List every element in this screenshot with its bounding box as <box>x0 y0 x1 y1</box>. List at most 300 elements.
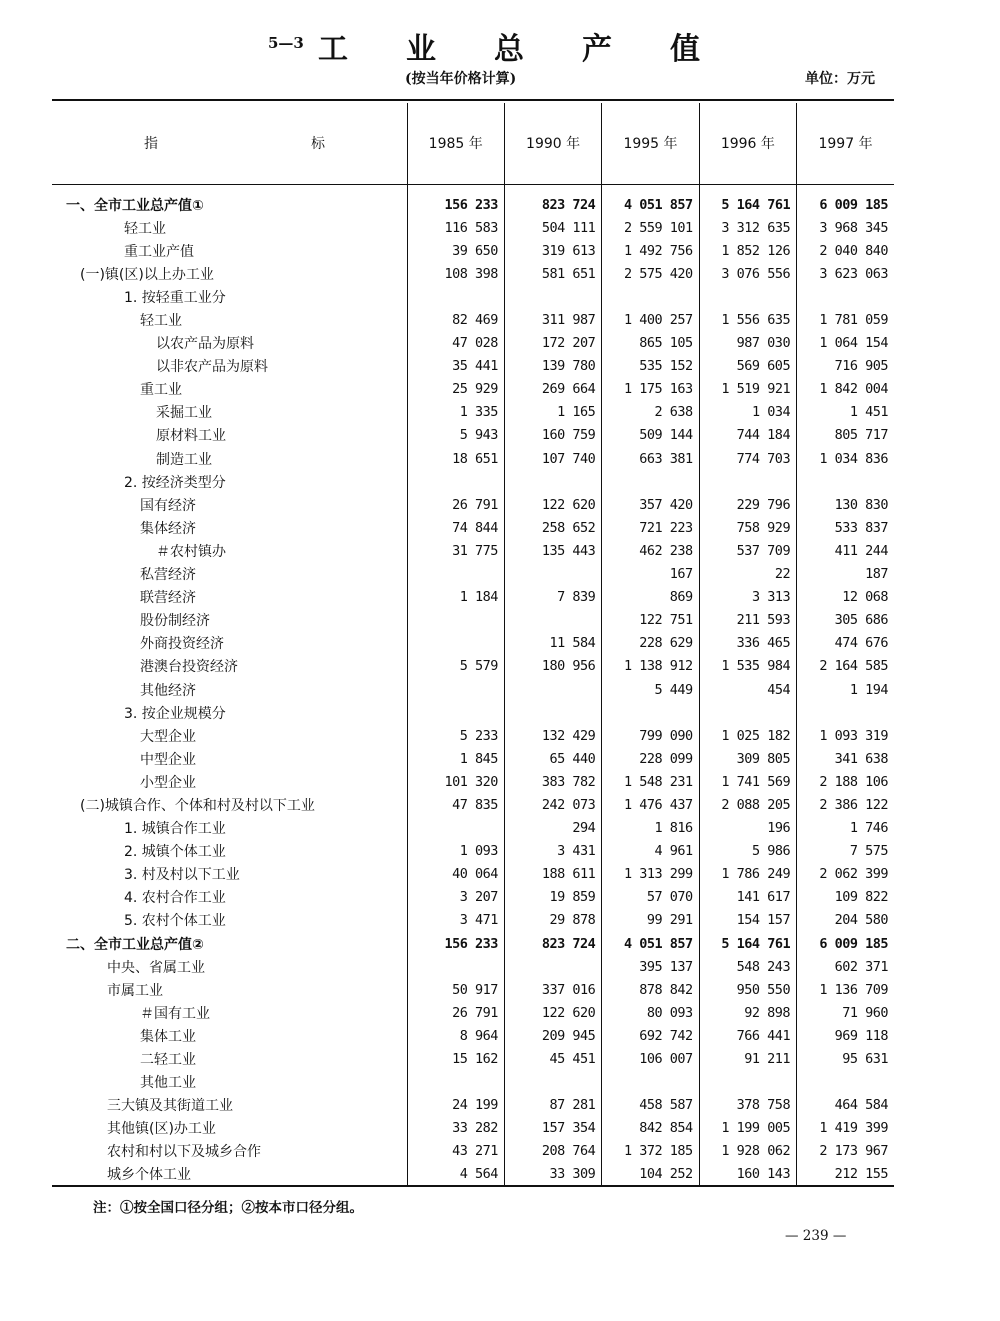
row-label: 原材料工业 <box>156 428 226 445</box>
cell-value: 1 786 249 <box>699 863 796 886</box>
cell-value <box>602 1071 699 1094</box>
table-row <box>52 609 894 632</box>
cell-value <box>699 470 796 493</box>
cell-value: 383 782 <box>504 770 601 793</box>
row-label: 制造工业 <box>156 451 212 468</box>
row-label: 大型企业 <box>140 728 196 745</box>
table-row <box>52 955 894 978</box>
cell-value: 1 492 756 <box>602 239 699 262</box>
row-label: 其他镇(区)办工业 <box>107 1121 216 1138</box>
cell-value: 50 917 <box>407 978 504 1001</box>
year-header: 1985 年 <box>407 103 504 183</box>
row-label: 中央、省属工业 <box>107 959 205 976</box>
cell-value: 71 960 <box>797 1001 894 1024</box>
cell-value: 319 613 <box>504 239 601 262</box>
cell-value: 132 429 <box>504 724 601 747</box>
table-row <box>52 216 894 239</box>
cell-value: 337 016 <box>504 978 601 1001</box>
cell-value: 509 144 <box>602 424 699 447</box>
cell-value: 228 629 <box>602 632 699 655</box>
cell-value: 1 093 319 <box>797 724 894 747</box>
cell-value: 1 093 <box>407 840 504 863</box>
table-number: 5—3 <box>268 34 304 52</box>
cell-value: 950 550 <box>699 978 796 1001</box>
cell-value: 3 968 345 <box>797 216 894 239</box>
cell-value: 865 105 <box>602 332 699 355</box>
cell-value: 43 271 <box>407 1140 504 1163</box>
cell-value: 842 854 <box>602 1117 699 1140</box>
cell-value: 878 842 <box>602 978 699 1001</box>
cell-value: 602 371 <box>797 955 894 978</box>
cell-value: 1 816 <box>602 817 699 840</box>
table-row <box>52 1140 894 1163</box>
cell-value <box>407 955 504 978</box>
cell-value: 92 898 <box>699 1001 796 1024</box>
cell-value: 758 929 <box>699 516 796 539</box>
cell-value: 91 211 <box>699 1047 796 1070</box>
table-row <box>52 1001 894 1024</box>
cell-value: 663 381 <box>602 447 699 470</box>
cell-value: 95 631 <box>797 1047 894 1070</box>
table-row <box>52 355 894 378</box>
table-row <box>52 1163 894 1186</box>
table-row <box>52 378 894 401</box>
row-label: 集体经济 <box>140 520 196 537</box>
row-label: 市属工业 <box>107 982 163 999</box>
cell-value: 1 451 <box>797 401 894 424</box>
row-label: 3. 按企业规模分 <box>124 705 226 722</box>
title-row <box>0 22 1000 67</box>
cell-value: 1 556 635 <box>699 308 796 331</box>
table-row <box>52 678 894 701</box>
cell-value: 823 724 <box>504 932 601 955</box>
row-label: 3. 村及村以下工业 <box>124 867 240 884</box>
table-body <box>52 183 894 1186</box>
cell-value: 4 564 <box>407 1163 504 1186</box>
cell-value: 341 638 <box>797 747 894 770</box>
cell-value: 535 152 <box>602 355 699 378</box>
year-header: 1997 年 <box>797 103 894 183</box>
year-header: 1990 年 <box>504 103 601 183</box>
table-row <box>52 1024 894 1047</box>
cell-value: 504 111 <box>504 216 601 239</box>
cell-value: 1 400 257 <box>602 308 699 331</box>
row-label: (一)镇(区)以上办工业 <box>80 266 214 283</box>
row-label: 外商投资经济 <box>140 636 224 653</box>
table-row <box>52 724 894 747</box>
cell-value <box>504 285 601 308</box>
cell-value: 454 <box>699 678 796 701</box>
cell-value <box>407 609 504 632</box>
row-label: 城乡个体工业 <box>107 1167 191 1184</box>
cell-value <box>407 563 504 586</box>
table-row <box>52 793 894 816</box>
cell-value: 1 184 <box>407 586 504 609</box>
cell-value: 1 034 <box>699 401 796 424</box>
top-rule <box>52 99 894 101</box>
cell-value <box>602 701 699 724</box>
row-label: 1. 城镇合作工业 <box>124 821 226 838</box>
cell-value: 311 987 <box>504 308 601 331</box>
page-title: 工业总产值 <box>318 32 758 67</box>
cell-value: 104 252 <box>602 1163 699 1186</box>
cell-value <box>504 955 601 978</box>
table-row <box>52 516 894 539</box>
cell-value: 716 905 <box>797 355 894 378</box>
cell-value: 1 548 231 <box>602 770 699 793</box>
cell-value: 3 313 <box>699 586 796 609</box>
cell-value: 57 070 <box>602 886 699 909</box>
cell-value: 12 068 <box>797 586 894 609</box>
cell-value: 458 587 <box>602 1094 699 1117</box>
cell-value <box>699 1071 796 1094</box>
row-label: 2. 按经济类型分 <box>124 474 226 491</box>
cell-value: 1 025 182 <box>699 724 796 747</box>
table-row <box>52 401 894 424</box>
row-label: 重工业 <box>140 382 182 399</box>
cell-value: 1 372 185 <box>602 1140 699 1163</box>
cell-value: 1 781 059 <box>797 308 894 331</box>
cell-value: 5 233 <box>407 724 504 747</box>
cell-value: 188 611 <box>504 863 601 886</box>
indicator-header: 指 标 <box>144 136 325 152</box>
cell-value: 1 064 154 <box>797 332 894 355</box>
cell-value: 6 009 185 <box>797 193 894 216</box>
row-label: 港澳台投资经济 <box>140 659 238 676</box>
cell-value: 2 386 122 <box>797 793 894 816</box>
cell-value: 1 175 163 <box>602 378 699 401</box>
cell-value: 4 051 857 <box>602 193 699 216</box>
cell-value: 1 194 <box>797 678 894 701</box>
cell-value: 33 309 <box>504 1163 601 1186</box>
cell-value: 799 090 <box>602 724 699 747</box>
cell-value: 208 764 <box>504 1140 601 1163</box>
cell-value <box>797 701 894 724</box>
cell-value: 2 559 101 <box>602 216 699 239</box>
cell-value: 35 441 <box>407 355 504 378</box>
cell-value: 106 007 <box>602 1047 699 1070</box>
cell-value: 22 <box>699 563 796 586</box>
unit-label: 单位：万元 <box>805 71 875 87</box>
header-row <box>52 103 894 183</box>
table-row <box>52 308 894 331</box>
cell-value <box>504 701 601 724</box>
table-row <box>52 632 894 655</box>
cell-value: 160 143 <box>699 1163 796 1186</box>
cell-value <box>407 632 504 655</box>
cell-value: 87 281 <box>504 1094 601 1117</box>
row-label: ＃农村镇办 <box>156 543 226 560</box>
cell-value: 1 335 <box>407 401 504 424</box>
table-row <box>52 886 894 909</box>
row-label: 二、全市工业总产值② <box>66 936 204 953</box>
footnote: 注：①按全国口径分组；②按本市口径分组。 <box>93 1200 363 1216</box>
cell-value: 1 519 921 <box>699 378 796 401</box>
year-header: 1996 年 <box>699 103 796 183</box>
cell-value: 25 929 <box>407 378 504 401</box>
cell-value: 537 709 <box>699 539 796 562</box>
row-label: 轻工业 <box>124 220 166 237</box>
row-label: 以农产品为原料 <box>156 336 254 353</box>
cell-value: 294 <box>504 817 601 840</box>
cell-value: 5 164 761 <box>699 193 796 216</box>
cell-value: 160 759 <box>504 424 601 447</box>
cell-value: 1 852 126 <box>699 239 796 262</box>
cell-value: 2 040 840 <box>797 239 894 262</box>
cell-value: 336 465 <box>699 632 796 655</box>
cell-value: 395 137 <box>602 955 699 978</box>
cell-value: 135 443 <box>504 539 601 562</box>
year-header: 1995 年 <box>602 103 699 183</box>
cell-value: 805 717 <box>797 424 894 447</box>
cell-value: 774 703 <box>699 447 796 470</box>
cell-value <box>407 701 504 724</box>
cell-value: 4 051 857 <box>602 932 699 955</box>
cell-value: 229 796 <box>699 493 796 516</box>
table-row <box>52 1117 894 1140</box>
cell-value: 204 580 <box>797 909 894 932</box>
cell-value: 39 650 <box>407 239 504 262</box>
cell-value: 19 859 <box>504 886 601 909</box>
cell-value: 411 244 <box>797 539 894 562</box>
cell-value: 2 188 106 <box>797 770 894 793</box>
row-label: 4. 农村合作工业 <box>124 890 226 907</box>
cell-value: 228 099 <box>602 747 699 770</box>
table-row <box>52 447 894 470</box>
table-row <box>52 817 894 840</box>
table-row <box>52 978 894 1001</box>
cell-value: 7 575 <box>797 840 894 863</box>
cell-value: 309 805 <box>699 747 796 770</box>
cell-value <box>504 470 601 493</box>
cell-value: 45 451 <box>504 1047 601 1070</box>
table-row <box>52 655 894 678</box>
cell-value: 172 207 <box>504 332 601 355</box>
cell-value: 3 207 <box>407 886 504 909</box>
cell-value: 99 291 <box>602 909 699 932</box>
row-label: 2. 城镇个体工业 <box>124 844 226 861</box>
cell-value: 47 028 <box>407 332 504 355</box>
row-label: 集体工业 <box>140 1028 196 1045</box>
cell-value: 2 638 <box>602 401 699 424</box>
table-row <box>52 840 894 863</box>
cell-value: 156 233 <box>407 193 504 216</box>
cell-value: 1 476 437 <box>602 793 699 816</box>
cell-value: 1 313 299 <box>602 863 699 886</box>
cell-value: 40 064 <box>407 863 504 886</box>
cell-value: 31 775 <box>407 539 504 562</box>
table-row <box>52 909 894 932</box>
cell-value: 33 282 <box>407 1117 504 1140</box>
table-row <box>52 332 894 355</box>
cell-value: 122 620 <box>504 493 601 516</box>
cell-value: 533 837 <box>797 516 894 539</box>
cell-value: 357 420 <box>602 493 699 516</box>
cell-value: 1 138 912 <box>602 655 699 678</box>
cell-value <box>407 285 504 308</box>
cell-value <box>407 817 504 840</box>
cell-value: 462 238 <box>602 539 699 562</box>
cell-value: 3 312 635 <box>699 216 796 239</box>
cell-value: 1 741 569 <box>699 770 796 793</box>
cell-value: 1 842 004 <box>797 378 894 401</box>
cell-value: 5 164 761 <box>699 932 796 955</box>
cell-value: 692 742 <box>602 1024 699 1047</box>
cell-value: 1 165 <box>504 401 601 424</box>
cell-value: 26 791 <box>407 493 504 516</box>
cell-value: 196 <box>699 817 796 840</box>
cell-value: 305 686 <box>797 609 894 632</box>
table-row <box>52 262 894 285</box>
cell-value: 26 791 <box>407 1001 504 1024</box>
cell-value: 101 320 <box>407 770 504 793</box>
table-row <box>52 493 894 516</box>
cell-value: 116 583 <box>407 216 504 239</box>
cell-value: 211 593 <box>699 609 796 632</box>
row-label: 以非农产品为原料 <box>156 359 268 376</box>
table-row <box>52 424 894 447</box>
cell-value: 157 354 <box>504 1117 601 1140</box>
cell-value <box>407 470 504 493</box>
cell-value: 107 740 <box>504 447 601 470</box>
cell-value: 209 945 <box>504 1024 601 1047</box>
cell-value: 1 535 984 <box>699 655 796 678</box>
cell-value: 569 605 <box>699 355 796 378</box>
cell-value: 242 073 <box>504 793 601 816</box>
cell-value: 474 676 <box>797 632 894 655</box>
cell-value: 167 <box>602 563 699 586</box>
cell-value: 744 184 <box>699 424 796 447</box>
row-label: 其他经济 <box>140 682 196 699</box>
table-row <box>52 863 894 886</box>
cell-value: 5 986 <box>699 840 796 863</box>
cell-value: 3 431 <box>504 840 601 863</box>
cell-value: 1 845 <box>407 747 504 770</box>
cell-value: 122 751 <box>602 609 699 632</box>
cell-value: 3 623 063 <box>797 262 894 285</box>
cell-value: 1 928 062 <box>699 1140 796 1163</box>
cell-value: 212 155 <box>797 1163 894 1186</box>
cell-value <box>504 678 601 701</box>
page-number: — 239 — <box>785 1228 847 1244</box>
cell-value: 11 584 <box>504 632 601 655</box>
cell-value <box>797 1071 894 1094</box>
row-label: 私营经济 <box>140 567 196 584</box>
cell-value: 109 822 <box>797 886 894 909</box>
cell-value <box>407 1071 504 1094</box>
row-label: 三大镇及其街道工业 <box>107 1098 233 1115</box>
row-label: 农村和村以下及城乡合作 <box>107 1144 261 1161</box>
cell-value: 2 173 967 <box>797 1140 894 1163</box>
cell-value: 7 839 <box>504 586 601 609</box>
row-label: 5. 农村个体工业 <box>124 913 226 930</box>
cell-value <box>699 701 796 724</box>
cell-value: 15 162 <box>407 1047 504 1070</box>
cell-value: 721 223 <box>602 516 699 539</box>
row-label: 国有经济 <box>140 497 196 514</box>
cell-value: 130 830 <box>797 493 894 516</box>
cell-value: 6 009 185 <box>797 932 894 955</box>
table-row <box>52 563 894 586</box>
cell-value: 2 062 399 <box>797 863 894 886</box>
row-label: 股份制经济 <box>140 613 210 630</box>
row-label: 二轻工业 <box>140 1052 196 1069</box>
cell-value: 8 964 <box>407 1024 504 1047</box>
cell-value: 122 620 <box>504 1001 601 1024</box>
industrial-output-table <box>52 103 894 1186</box>
row-label: 轻工业 <box>140 313 182 330</box>
cell-value <box>797 470 894 493</box>
cell-value: 1 199 005 <box>699 1117 796 1140</box>
cell-value: 987 030 <box>699 332 796 355</box>
cell-value: 139 780 <box>504 355 601 378</box>
subtitle: (按当年价格计算) <box>405 71 517 87</box>
table-row <box>52 701 894 724</box>
cell-value: 5 449 <box>602 678 699 701</box>
row-label: 一、全市工业总产值① <box>66 197 204 214</box>
cell-value: 4 961 <box>602 840 699 863</box>
cell-value: 65 440 <box>504 747 601 770</box>
cell-value <box>407 678 504 701</box>
cell-value <box>504 563 601 586</box>
row-label: 联营经济 <box>140 590 196 607</box>
cell-value: 5 579 <box>407 655 504 678</box>
cell-value: 1 136 709 <box>797 978 894 1001</box>
cell-value <box>602 470 699 493</box>
spacer-row <box>52 183 894 193</box>
table-row <box>52 239 894 262</box>
cell-value: 74 844 <box>407 516 504 539</box>
cell-value: 869 <box>602 586 699 609</box>
cell-value <box>699 285 796 308</box>
row-label: 采掘工业 <box>156 405 212 422</box>
cell-value: 3 076 556 <box>699 262 796 285</box>
cell-value: 82 469 <box>407 308 504 331</box>
row-label: 重工业产值 <box>124 243 194 260</box>
cell-value: 269 664 <box>504 378 601 401</box>
table-row <box>52 932 894 955</box>
row-label: 其他工业 <box>140 1075 196 1092</box>
cell-value: 258 652 <box>504 516 601 539</box>
cell-value: 2 575 420 <box>602 262 699 285</box>
table-row <box>52 285 894 308</box>
cell-value: 3 471 <box>407 909 504 932</box>
table-row <box>52 1071 894 1094</box>
cell-value: 2 088 205 <box>699 793 796 816</box>
cell-value: 187 <box>797 563 894 586</box>
row-label: 中型企业 <box>140 751 196 768</box>
row-label: ＃国有工业 <box>140 1005 210 1022</box>
cell-value: 2 164 585 <box>797 655 894 678</box>
cell-value: 24 199 <box>407 1094 504 1117</box>
cell-value: 969 118 <box>797 1024 894 1047</box>
table-row <box>52 193 894 216</box>
cell-value: 1 419 399 <box>797 1117 894 1140</box>
table-row <box>52 539 894 562</box>
cell-value: 108 398 <box>407 262 504 285</box>
cell-value: 29 878 <box>504 909 601 932</box>
cell-value: 154 157 <box>699 909 796 932</box>
cell-value: 766 441 <box>699 1024 796 1047</box>
table-row <box>52 586 894 609</box>
cell-value <box>504 609 601 632</box>
table-row <box>52 747 894 770</box>
row-label: 1. 按轻重工业分 <box>124 289 226 306</box>
table-row <box>52 770 894 793</box>
cell-value: 1 034 836 <box>797 447 894 470</box>
cell-value: 1 746 <box>797 817 894 840</box>
table-row <box>52 1094 894 1117</box>
